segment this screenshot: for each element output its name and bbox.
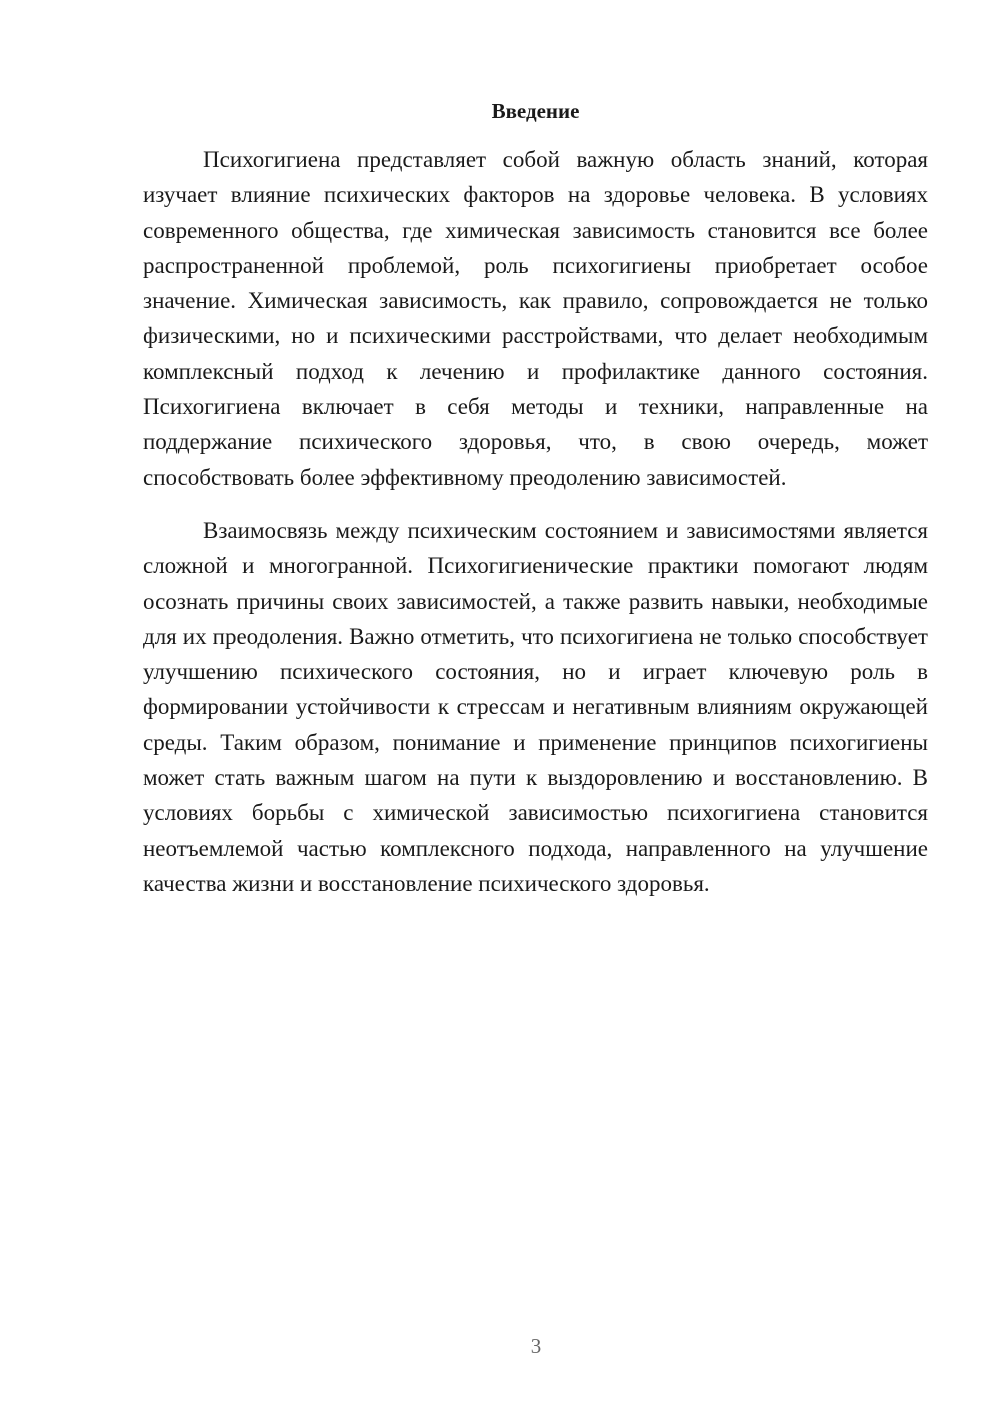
page-content: [143, 96, 928, 901]
section-heading: Введение: [491, 99, 580, 123]
paragraph-1: Психогигиена представляет собой важную область знаний, которая изучает влияние психических факторов на здоровье человека. В условиях современного общества, где химическая зависимость становится все более распространенной проблемой, роль психогигиены приобретает особое значение. Химическая зависимость, как правило, сопровождается не только физическими, но и психическими расстройствами, что делает необходимым комплексный подход к лечению и профилактике данного состояния. Психогигиена включает в себя методы и техники, направленные на поддержание психического здоровья, что, в свою очередь, может способствовать более эффективному преодолению зависимостей.: [143, 147, 928, 490]
paragraph-2: Взаимосвязь между психическим состоянием и зависимостями является сложной и многогранной. Психогигиенические практики помогают людям осознать причины своих зависимостей, а также развить навыки, необходимые для их преодоления. Важно отметить, что психогигиена не только способствует улучшению психического состояния, но и играет ключевую роль в формировании устойчивости к стрессам и негативным влияниям окружающей среды. Таким образом, понимание и применение принципов психогигиены может стать важным шагом на пути к выздоровлению и восстановлению. В условиях борьбы с химической зависимостью психогигиена становится неотъемлемой частью комплексного подхода, направленного на улучшение качества жизни и восстановление психического здоровья.: [143, 517, 928, 896]
page-number: 3: [530, 1334, 542, 1358]
